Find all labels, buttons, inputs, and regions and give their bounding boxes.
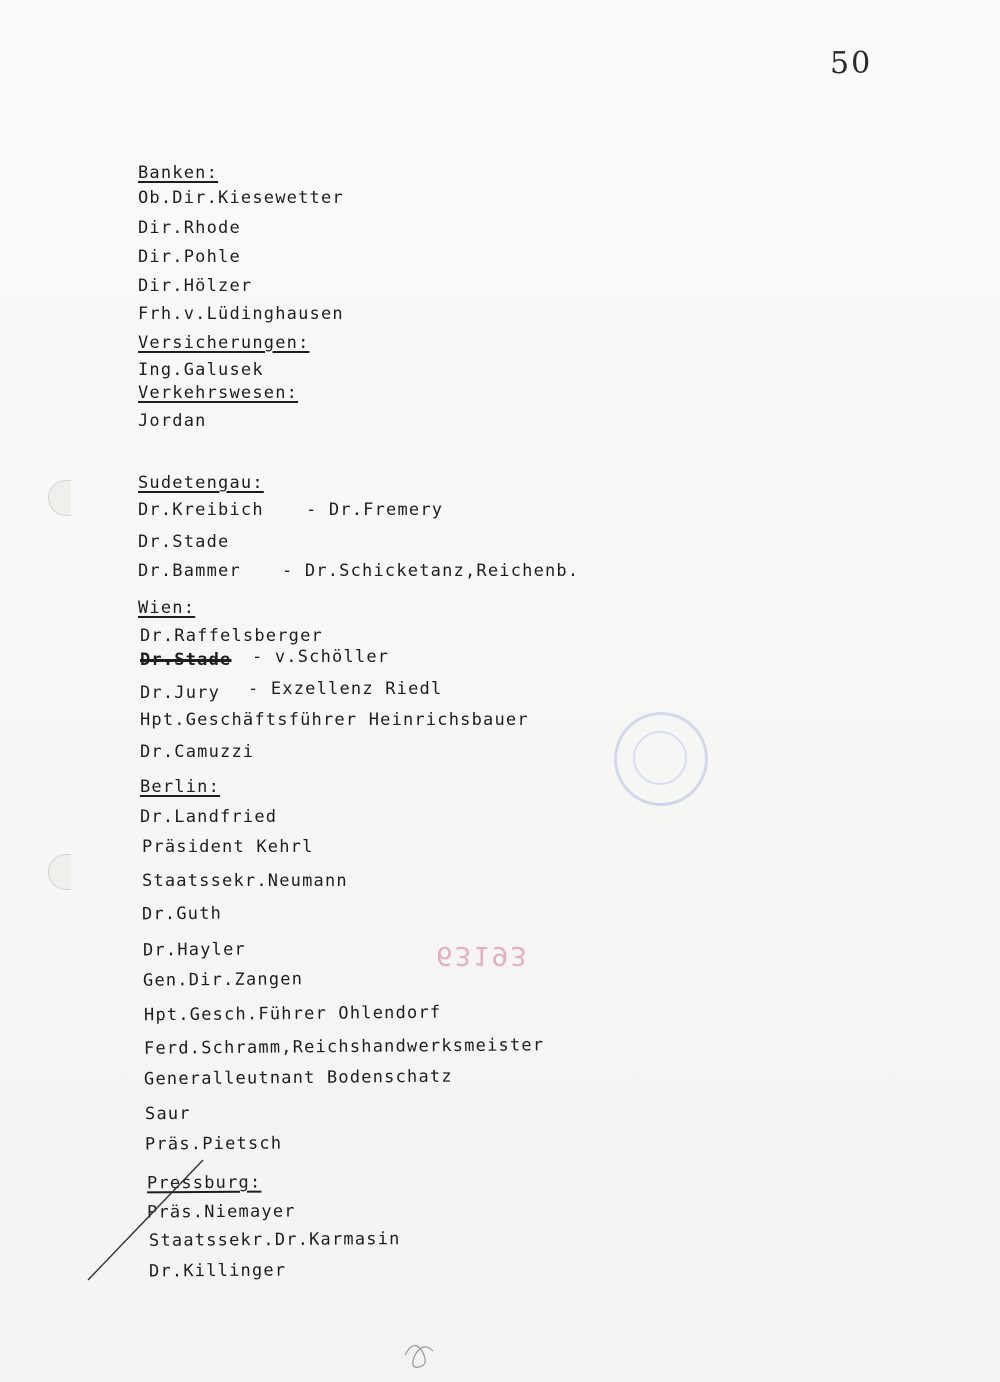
list-item: Frh.v.Lüdinghausen: [138, 304, 344, 324]
list-item: Dr.Stade: [138, 532, 230, 552]
list-item-secondary: - Exzellenz Riedl: [248, 679, 443, 699]
pencil-scribble: [405, 1345, 433, 1367]
list-item: Ing.Galusek: [138, 360, 264, 380]
list-item: Dr.Kreibich: [138, 500, 264, 520]
list-item: Ferd.Schramm,Reichshandwerksmeister: [143, 1035, 545, 1059]
list-item: Hpt.Geschäftsführer Heinrichsbauer: [140, 710, 529, 730]
list-item: Dr.Bammer: [138, 561, 241, 581]
list-item: Dr.Jury: [140, 683, 221, 703]
list-item: Dir.Pohle: [138, 247, 241, 267]
list-item: Dr.Killinger: [148, 1260, 287, 1282]
list-item: Dr.Raffelsberger: [140, 626, 323, 646]
list-item: Gen.Dir.Zangen: [142, 969, 304, 991]
list-item: Dr.Landfried: [140, 807, 278, 827]
page-number: 50: [830, 46, 873, 81]
list-item-secondary: - Dr.Fremery: [306, 500, 444, 520]
section-heading: Verkehrswesen:: [138, 383, 299, 403]
list-item: Saur: [144, 1103, 191, 1125]
section-heading: Pressburg:: [146, 1172, 262, 1194]
list-item: Ob.Dir.Kiesewetter: [138, 188, 344, 208]
list-item: Präs.Pietsch: [144, 1133, 283, 1155]
section-heading: Versicherungen:: [138, 333, 310, 353]
list-item: Dir.Rhode: [138, 218, 241, 238]
list-item: Dr.Stade: [140, 650, 232, 670]
section-heading: Sudetengau:: [138, 473, 264, 493]
list-item-secondary: - Dr.Schicketanz,Reichenb.: [282, 561, 580, 581]
list-item: Staatssekr.Neumann: [142, 871, 348, 891]
list-item: Dir.Hölzer: [138, 276, 253, 296]
list-item: Präsident Kehrl: [142, 837, 314, 857]
section-heading: Berlin:: [140, 777, 221, 797]
list-item: Präs.Niemayer: [146, 1201, 296, 1223]
list-item: Generalleutnant Bodenschatz: [143, 1066, 453, 1090]
list-item-secondary: - v.Schöller: [252, 647, 390, 667]
list-item: Staatssekr.Dr.Karmasin: [148, 1229, 401, 1251]
archive-number-stamp: 63193: [436, 940, 529, 970]
list-item: Dr.Hayler: [142, 939, 247, 961]
section-heading: Banken:: [138, 163, 219, 183]
list-item: Hpt.Gesch.Führer Ohlendorf: [143, 1002, 442, 1026]
list-item: Dr.Camuzzi: [140, 742, 255, 762]
diagonal-pen-stroke: [88, 1160, 203, 1280]
section-heading: Wien:: [138, 598, 196, 618]
list-item: Jordan: [138, 411, 207, 431]
list-item: Dr.Guth: [141, 903, 223, 925]
